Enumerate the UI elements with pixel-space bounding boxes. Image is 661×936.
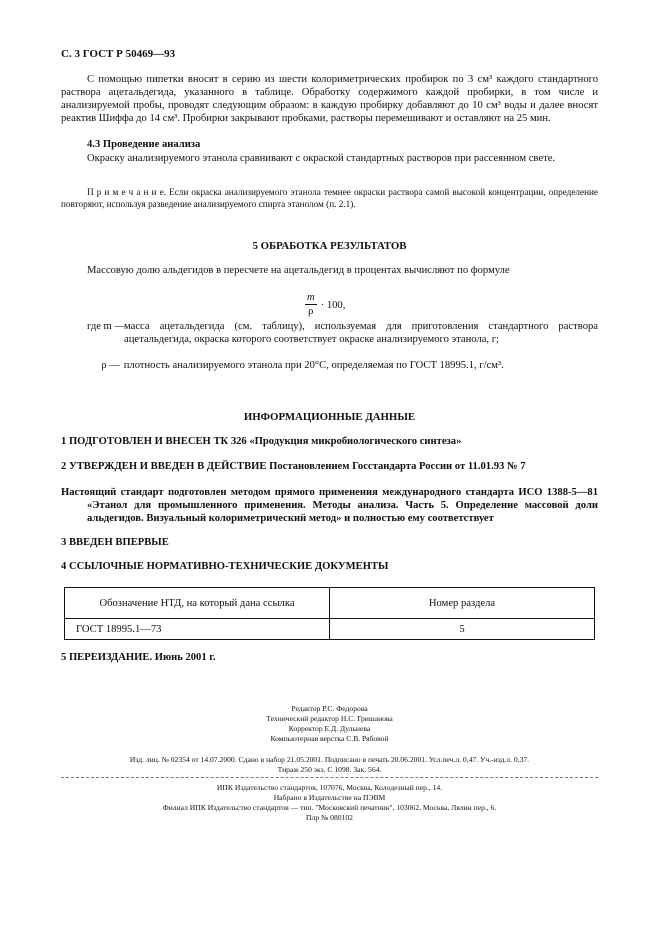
definition-rho-text: плотность анализируемого этанола при 20°С, определяемая по ГОСТ 18995.1, г/см³. <box>123 360 504 371</box>
reference-table <box>64 587 595 640</box>
formula <box>305 287 345 318</box>
table-cell-designation: ГОСТ 18995.1—73 <box>65 619 330 640</box>
note <box>61 186 598 210</box>
imprint-plr: Плр № 080102 <box>306 813 353 822</box>
table-cell-section: 5 <box>330 619 595 640</box>
formula-numerator: m <box>307 292 315 303</box>
formula-denominator: ρ <box>308 306 314 317</box>
imprint-print-run: Тираж 250 экз. С 1098. Зак. 564. <box>277 765 382 774</box>
info-heading: ИНФОРМАЦИОННЫЕ ДАННЫЕ <box>243 411 416 423</box>
info-item-2-description <box>61 486 598 525</box>
info-item-3: 3 ВВЕДЕН ВПЕРВЫЕ <box>61 537 169 548</box>
table-header-designation: Обозначение НТД, на который дана ссылка <box>65 588 330 619</box>
info-item-5: 5 ПЕРЕИЗДАНИЕ. Июнь 2001 г. <box>61 652 216 663</box>
imprint-credits <box>61 704 598 744</box>
note-label: П р и м е ч а н и е. <box>87 187 166 197</box>
imprint-divider <box>61 777 598 778</box>
imprint-tech-editor: Технический редактор Н.С. Гришанова <box>266 714 393 723</box>
info-item-2: 2 УТВЕРЖДЕН И ВВЕДЕН В ДЕЙСТВИЕ Постановлением Госстандарта России от 11.01.93 № 7 <box>61 461 526 472</box>
section-heading-5: 5 ОБРАБОТКА РЕЗУЛЬТАТОВ <box>252 240 407 252</box>
imprint-license: Изд. лиц. № 02354 от 14.07.2000. Сдано в набор 21.05.2001. Подписано в печать 20.06.2001. Усл.печ.л. 0,47. Уч.-изд.л. 0,37. <box>129 755 530 764</box>
definition-m-lead: где m — <box>87 321 126 332</box>
table-header-section: Номер раздела <box>330 588 595 619</box>
table-header-row <box>65 588 595 619</box>
imprint-layout: Компьютерная верстка С.В. Рябовой <box>270 734 389 743</box>
imprint-print-info <box>61 755 598 775</box>
definition-m <box>87 320 598 346</box>
definition-rho <box>87 359 598 372</box>
info-item-4: 4 ССЫЛОЧНЫЕ НОРМАТИВНО-ТЕХНИЧЕСКИЕ ДОКУМЕНТЫ <box>61 561 389 572</box>
page-header: С. 3 ГОСТ Р 50469—93 <box>61 48 176 60</box>
imprint-publisher-3: Филиал ИПК Издательство стандартов — тип. "Московский печатник", 103062, Москва, Лялин пер., 6. <box>162 803 497 812</box>
paragraph-analysis: Окраску анализируемого этанола сравнивают с окраской стандартных растворов при рассеянном свете. <box>87 153 556 164</box>
imprint-publisher <box>61 783 598 823</box>
table-row <box>65 619 595 640</box>
info-item-2-description-text: Настоящий стандарт подготовлен методом прямого применения международного стандарта ИСО 1388-5—81 «Этанол для промышленного применения. Методы анализа. Часть 5. Определение массовой доли альдегидов. Визуальный колориметрический метод» и полностью ему соответствует <box>61 487 598 524</box>
paragraph-procedure: С помощью пипетки вносят в серию из шести колориметрических пробирок по 3 см³ каждого стандартного раствора ацетальдегида, указанного в таблице. Обработку содержимого каждой пробирки, в том числе и анализируемой пробы, проводят следующим образом: в каждую пробирку добавляют до 10 см³ воды и далее вносят реактив Шиффа до 14 см³. Пробирки закрывают пробками, растворы перемешивают и оставляют на 25 мин. <box>61 74 598 124</box>
info-item-1: 1 ПОДГОТОВЛЕН И ВНЕСЕН ТК 326 «Продукция микробиологического синтеза» <box>61 436 462 447</box>
definition-m-text: масса ацетальдегида (см. таблицу), используемая для приготовления стандартного раствора ацетальдегида, окраска которого соответствует окраске анализируемого этанола, г; <box>124 321 598 345</box>
imprint-publisher-2: Набрано в Издательстве на ПЭВМ <box>273 793 386 802</box>
imprint-corrector: Корректор Е.Д. Дульнева <box>288 724 371 733</box>
note-text: Если окраска анализируемого этанола темнее окраски раствора самой высокой концентрации, определение повторяют, используя разведение анализируемого спирта этанолом (п. 2.1). <box>61 187 598 209</box>
formula-intro: Массовую долю альдегидов в пересчете на ацетальдегид в процентах вычисляют по формуле <box>87 265 510 276</box>
definition-rho-lead: ρ — <box>101 360 120 371</box>
imprint-publisher-1: ИПК Издательство стандартов, 107076, Москва, Колодезный пер., 14. <box>216 783 443 792</box>
reference-table-wrap <box>64 587 595 640</box>
formula-multiplier: · 100, <box>320 299 346 311</box>
subsection-heading-4-3: 4.3 Проведение анализа <box>87 139 201 150</box>
imprint-editor: Редактор Р.С. Федорова <box>291 704 368 713</box>
